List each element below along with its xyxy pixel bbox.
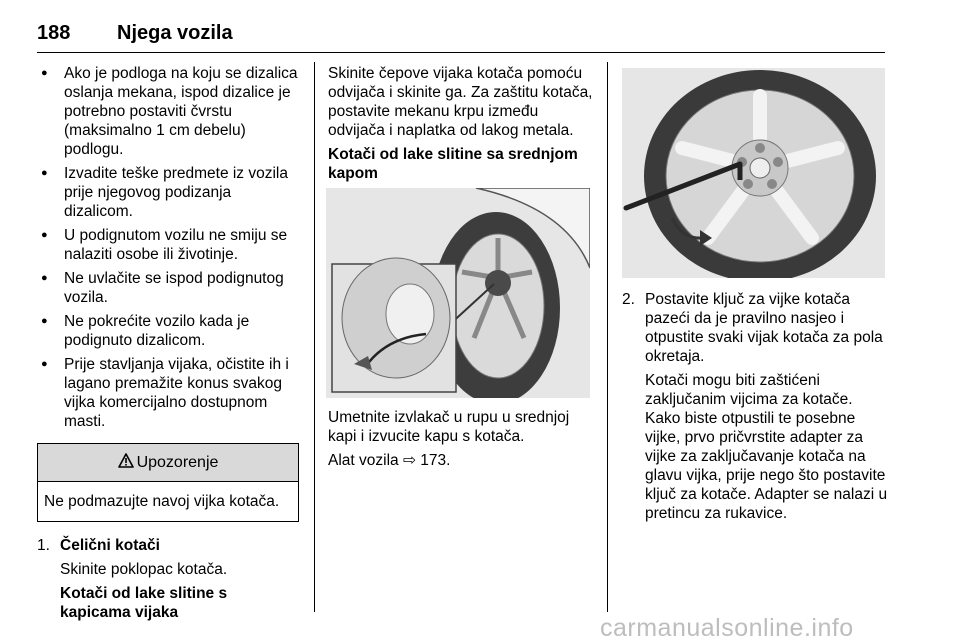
step-note: Kotači mogu biti zaštićeni zaključanim vijcima za kotače. Kako biste otpustili te posebne vijke, prvo pričvrstite adapter za vijke za zaključavanje kotača na glavu vijka, prije nego što postavite ključ za kotače. Adapter se nalazi u pretincu za rukavice. <box>645 372 888 522</box>
paragraph: Skinite čepove vijaka kotača pomoću odvijača i skinite ga. Za zaštitu kotača, postavite mekanu krpu između odvijača i naplatka od lakog metala. <box>328 65 593 139</box>
bullet-item: ● Ako je podloga na koju se dizalica oslanja mekana, ispod dizalice je potrebno postaviti čvrstu (maksimalno 1 cm debelu) podlogu. <box>37 64 300 159</box>
column-3 <box>622 64 888 528</box>
bullet-item: ● Ne pokrećite vozilo kada je podignuto dizalicom. <box>37 312 300 350</box>
column-2 <box>328 64 596 475</box>
watermark: carmanualsonline.info <box>600 614 854 642</box>
header-rule <box>37 52 885 53</box>
cross-reference: Alat vozila ⇨ 173. <box>328 452 451 469</box>
subheading: Kotači od lake slitine s kapicama vijaka <box>60 585 228 621</box>
warning-text: Ne podmazujte navoj vijka kotača. <box>44 493 280 510</box>
step-1 <box>37 536 300 622</box>
chapter-title: Njega vozila <box>117 22 233 44</box>
step-title: Čelični kotači <box>60 537 160 554</box>
column-divider-1 <box>314 62 315 612</box>
column-divider-2 <box>607 62 608 612</box>
bullet-item: ● Izvadite teške predmete iz vozila prije njegovog podizanja dizalicom. <box>37 164 300 221</box>
warning-header <box>38 444 298 482</box>
paragraph: Umetnite izvlakač u rupu u srednjoj kapi i izvucite kapu s kotača. <box>328 409 570 445</box>
warning-box <box>37 443 299 522</box>
step-number: 2. <box>622 291 635 308</box>
bullet-item: ● U podignutom vozilu ne smiju se nalaziti osobe ili životinje. <box>37 226 300 264</box>
step-number: 1. <box>37 537 50 554</box>
step-text: Postavite ključ za vijke kotača pazeći da je pravilno nasjeo i otpustite svaki vijak kotača za pola okretaja. <box>645 291 883 365</box>
page-header <box>37 22 885 52</box>
center-cap-illustration <box>326 188 590 398</box>
page-number: 188 <box>37 22 71 44</box>
warning-title: Upozorenje <box>136 454 219 471</box>
page-ref-arrow-icon: ⇨ <box>402 452 416 469</box>
bullet-item: ● Ne uvlačite se ispod podignutog vozila. <box>37 269 300 307</box>
bullet-item: ● Prije stavljanja vijaka, očistite ih i lagano premažite konus svakog vijka komercijalno dostupnom masti. <box>37 355 300 431</box>
safety-bullet-list <box>37 64 300 431</box>
warning-triangle-icon <box>118 453 134 473</box>
column-1 <box>37 64 300 627</box>
step-2 <box>622 290 888 523</box>
subheading: Kotači od lake slitine sa srednjom kapom <box>328 146 578 182</box>
step-text: Skinite poklopac kotača. <box>60 561 228 578</box>
wheel-wrench-illustration <box>622 68 885 278</box>
